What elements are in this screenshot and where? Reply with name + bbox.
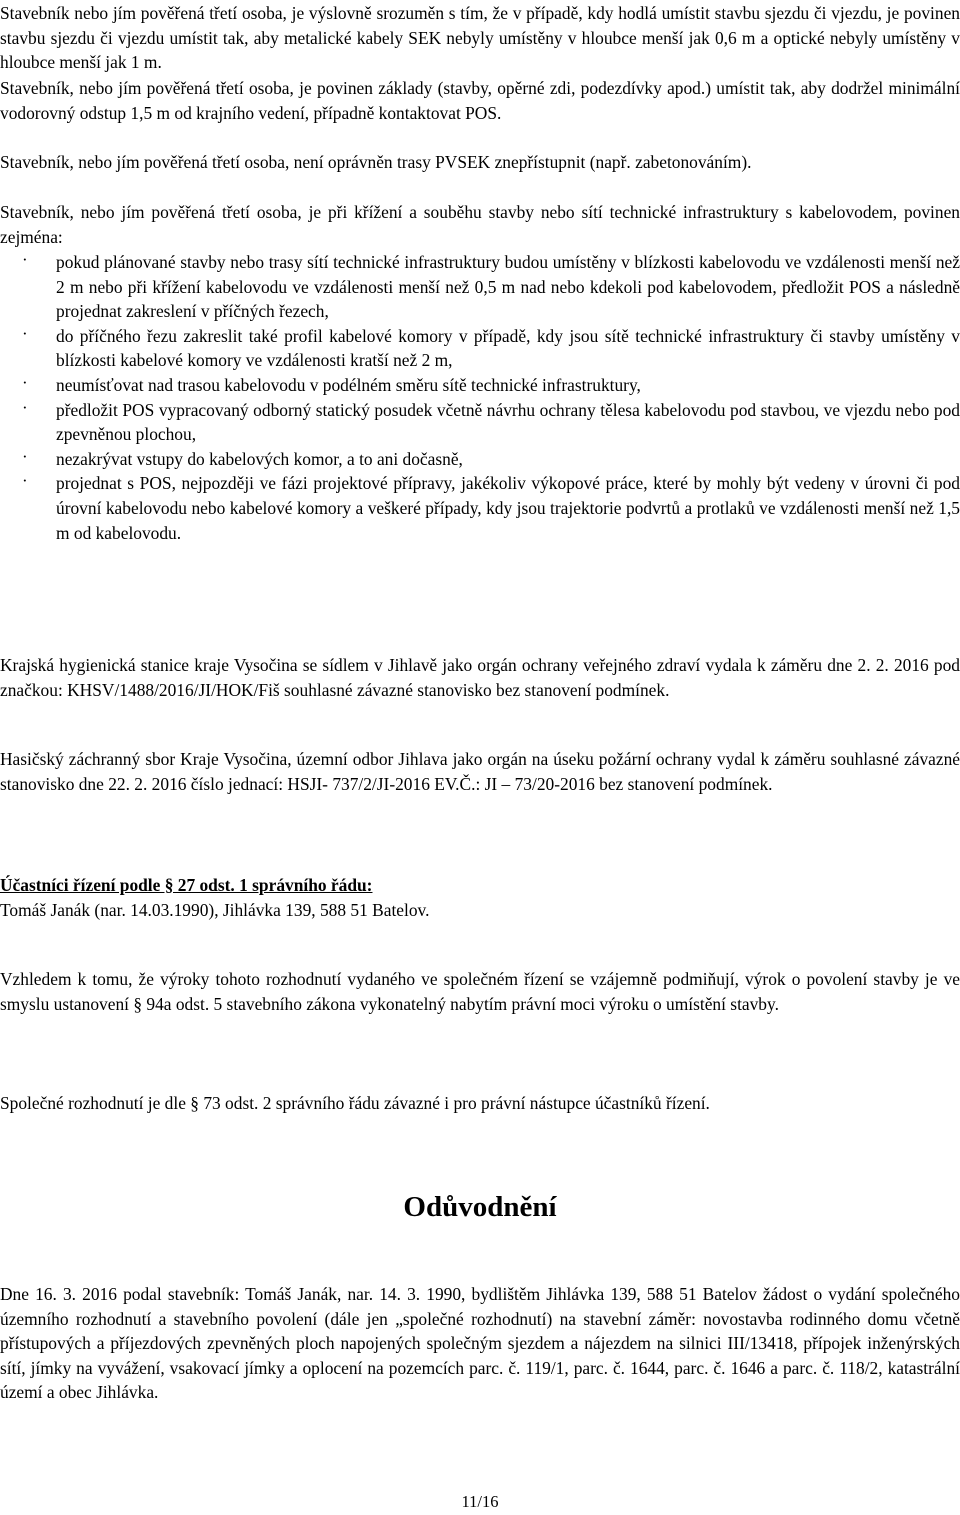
participants-heading: Účastníci řízení podle § 27 odst. 1 správního řádu: [0, 875, 373, 895]
list-item [0, 373, 960, 398]
bullet-glyph: · [22, 471, 28, 491]
paragraph-joint-decision: Společné rozhodnutí je dle § 73 odst. 2 správního řádu závazné i pro právní nástupce účastníků řízení. [0, 1093, 710, 1113]
paragraph-fire-rescue: Hasičský záchranný sbor Kraje Vysočina, územní odbor Jihlava jako orgán na úseku požární ochrany vydal k záměru souhlasné závazné stanovisko dne 22. 2. 2016 číslo jednací: HSJI- 737/2/JI-2016 EV.Č.: JI – 73/20-2016 bez stanovení podmínek. [0, 749, 960, 794]
list-item-text: pokud plánované stavby nebo trasy sítí technické infrastruktury budou umístěny v blízkosti kabelovodu ve vzdálenosti menší než 2 m nebo při křížení kabelovodu ve vzdálenosti menší než 0,5 m nad nebo kdekoli pod kabelovodem, předložit POS a následně projednat zakreslení v příčných řezech, [56, 252, 960, 322]
bullet-glyph: · [22, 446, 28, 466]
paragraph-pvsek-access: Stavebník, nebo jím pověřená třetí osoba, není oprávněn trasy PVSEK znepřístupnit (např. zabetonováním). [0, 152, 752, 172]
list-item [0, 398, 960, 447]
paragraph-driveway-cables: Stavebník nebo jím pověřená třetí osoba, je výslovně srozuměn s tím, že v případě, kdy hodlá umístit stavbu sjezdu či vjezdu, je povinen stavbu sjezdu či vjezdu umístit tak, aby metalické kabely SEK nebyly umístěny v hloubce menší jak 0,6 m a optické nebyly umístěny v hloubce menší jak 1 m. [0, 3, 960, 73]
bullet-glyph: · [22, 372, 28, 392]
participant-entry: Tomáš Janák (nar. 14.03.1990), Jihlávka 139, 588 51 Batelov. [0, 900, 430, 920]
list-item [0, 250, 960, 324]
list-item [0, 447, 960, 472]
paragraph-enforceability: Vzhledem k tomu, že výroky tohoto rozhodnutí vydaného ve společném řízení se vzájemně podmiňují, výrok o povolení stavby je ve smyslu ustanovení § 94a odst. 5 stavebního zákona vykonatelný nabytím právní moci výroku o umístění stavby. [0, 969, 960, 1014]
bullet-glyph: · [22, 323, 28, 343]
crossing-requirements-list [0, 250, 960, 545]
paragraph-hygiene-station: Krajská hygienická stanice kraje Vysočina se sídlem v Jihlavě jako orgán ochrany veřejného zdraví vydala k záměru dne 2. 2. 2016 pod značkou: KHSV/1488/2016/JI/HOK/Fiš souhlasné závazné stanovisko bez stanovení podmínek. [0, 655, 960, 700]
page-number: 11/16 [461, 1492, 499, 1511]
paragraph-reasoning: Dne 16. 3. 2016 podal stavebník: Tomáš Janák, nar. 14. 3. 1990, bydlištěm Jihlávka 139, 588 51 Batelov žádost o vydání společného územního rozhodnutí a stavebního povolení (dále jen „společné rozhodnutí) na stavební záměr: novostavba rodinného domu včetně přístupových a příjezdových zpevněných ploch napojených společným sjezdem a nájezdem na silnici III/13418, přípojek inženýrských sítí, jímky na vyvážení, vsakovací jímky a oplocení na pozemcích parc. č. 119/1, parc. č. 1644, parc. č. 1646 a parc. č. 118/2, katastrální území a obec Jihlávka. [0, 1284, 960, 1403]
list-item-text: nezakrývat vstupy do kabelových komor, a to ani dočasně, [56, 448, 463, 469]
list-item-text: předložit POS vypracovaný odborný statický posudek včetně návrhu ochrany tělesa kabelovodu pod stavbou, ve vjezdu nebo pod zpevněnou plochou, [56, 399, 960, 445]
bullet-glyph: · [22, 397, 28, 417]
list-item [0, 324, 960, 373]
paragraph-crossing-intro: Stavebník, nebo jím pověřená třetí osoba, je při křížení a souběhu stavby nebo sítí technické infrastruktury s kabelovodem, povinen zejména: [0, 202, 960, 247]
list-item-text: projednat s POS, nejpozději ve fázi projektové přípravy, jakékoliv výkopové práce, které by mohly být vedeny v úrovni či pod úrovní kabelovodu nebo kabelové komory a veškeré případy, kdy jsou trajektorie podvrtů a protlaků ve vzdálenosti menší než 1,5 m od kabelovodu. [56, 473, 960, 543]
list-item-text: neumísťovat nad trasou kabelovodu v podélném směru sítě technické infrastruktury, [56, 374, 641, 395]
list-item-text: do příčného řezu zakreslit také profil kabelové komory v případě, kdy jsou sítě technické infrastruktury či stavby umístěny v blízkosti kabelové komory ve vzdálenosti kratší než 2 m, [56, 325, 960, 371]
bullet-glyph: · [22, 250, 28, 269]
paragraph-foundations: Stavebník, nebo jím pověřená třetí osoba, je povinen základy (stavby, opěrné zdi, podezdívky apod.) umístit tak, aby dodržel minimální vodorovný odstup 1,5 m od krajního vedení, případně kontaktovat POS. [0, 78, 960, 123]
section-title-reasoning: Odůvodnění [403, 1191, 557, 1223]
list-item [0, 471, 960, 545]
